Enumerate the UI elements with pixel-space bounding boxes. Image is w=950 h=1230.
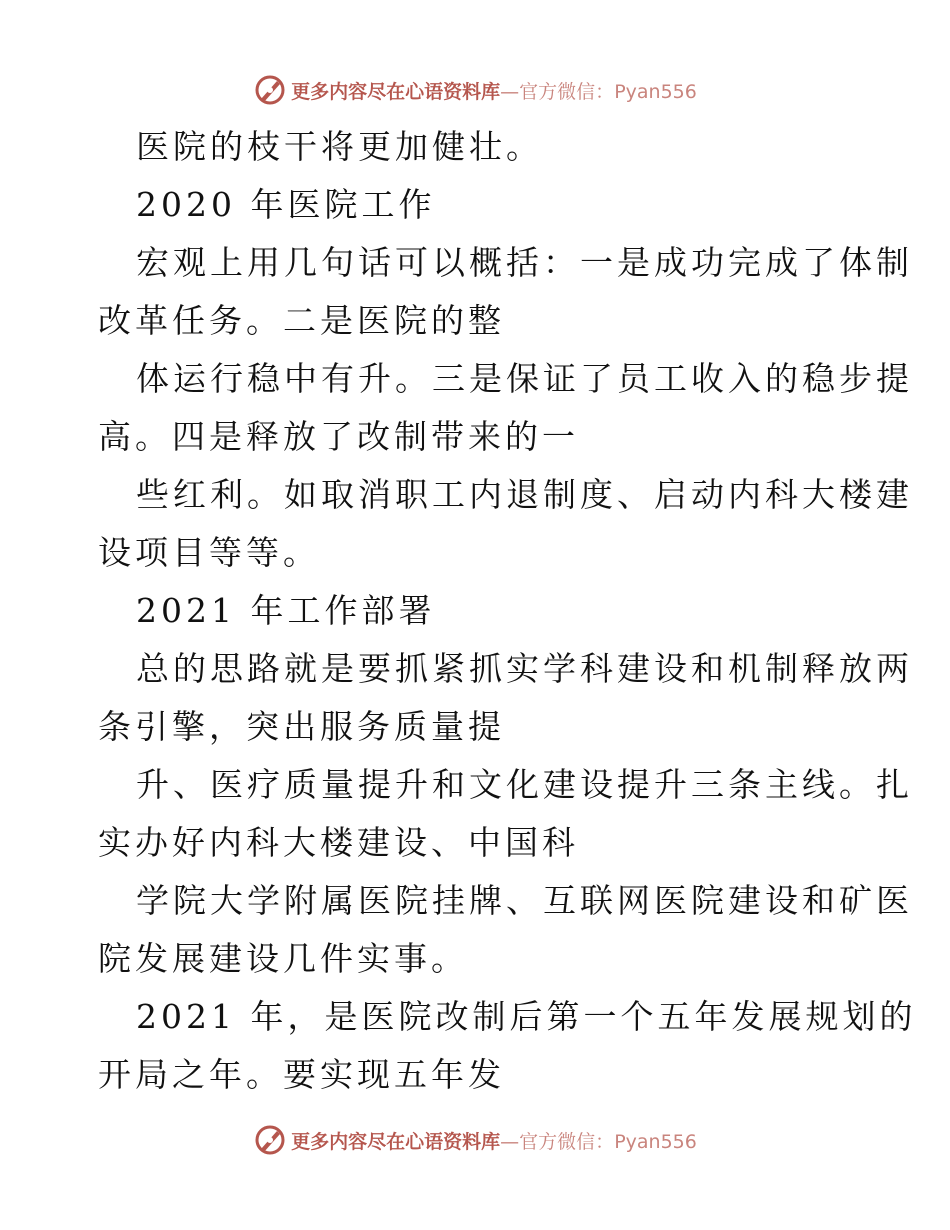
paragraph-line: 高。四是释放了改制带来的一 — [98, 417, 579, 456]
paragraph-line: 设项目等等。 — [98, 533, 320, 572]
paragraph-line: 实办好内科大楼建设、中国科 — [98, 823, 579, 862]
watermark-official: 官方微信： — [519, 1130, 615, 1153]
watermark-dash: — — [500, 1130, 520, 1153]
paragraph-line: 开局之年。要实现五年发 — [98, 1055, 505, 1094]
paragraph-line: 学院大学附属医院挂牌、互联网医院建设和矿医 — [136, 881, 913, 920]
footer-watermark-banner — [0, 1120, 950, 1160]
paragraph-line: 2021 年，是医院改制后第一个五年发展规划的 — [136, 997, 917, 1036]
section-heading: 2021 年工作部署 — [136, 591, 436, 630]
paragraph-line: 些红利。如取消职工内退制度、启动内科大楼建 — [136, 475, 913, 514]
paragraph-line: 院发展建设几件实事。 — [98, 939, 468, 978]
watermark-id: Pyan556 — [614, 80, 697, 103]
paragraph-line: 体运行稳中有升。三是保证了员工收入的稳步提 — [136, 359, 913, 398]
paragraph-line: 改革任务。二是医院的整 — [98, 301, 505, 340]
section-heading: 2020 年医院工作 — [136, 185, 436, 224]
watermark-id: Pyan556 — [614, 1130, 697, 1153]
watermark-text — [291, 1127, 697, 1154]
watermark-text — [291, 77, 697, 104]
paragraph-line: 升、医疗质量提升和文化建设提升三条主线。扎 — [136, 765, 913, 804]
pen-seal-icon — [253, 73, 287, 107]
pen-seal-icon — [253, 1123, 287, 1157]
watermark-dash: — — [500, 80, 520, 103]
paragraph-line: 条引擎，突出服务质量提 — [98, 707, 505, 746]
document-body — [98, 118, 917, 1104]
paragraph-line: 宏观上用几句话可以概括：一是成功完成了体制 — [136, 243, 913, 282]
paragraph-line: 医院的枝干将更加健壮。 — [136, 127, 543, 166]
watermark-main: 更多内容尽在心语资料库 — [291, 1130, 501, 1153]
watermark-main: 更多内容尽在心语资料库 — [291, 80, 501, 103]
paragraph-line: 总的思路就是要抓紧抓实学科建设和机制释放两 — [136, 649, 913, 688]
header-watermark-banner — [0, 70, 950, 110]
watermark-official: 官方微信： — [519, 80, 615, 103]
